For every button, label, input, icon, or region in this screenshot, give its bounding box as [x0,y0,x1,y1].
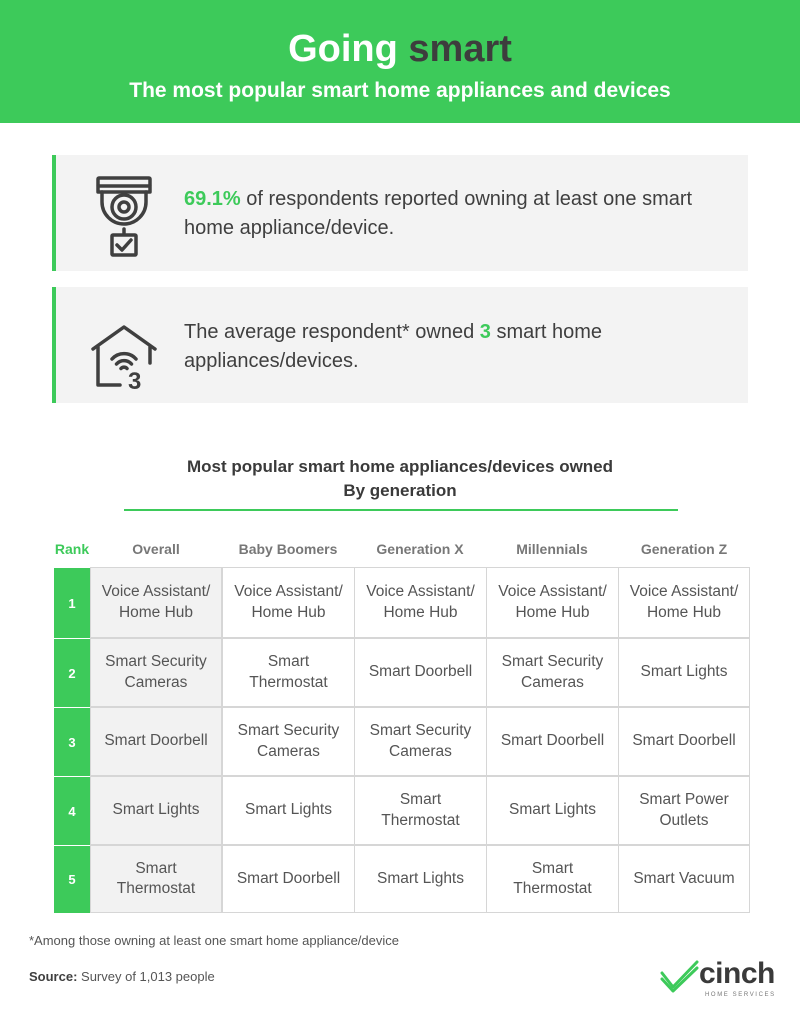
stat-card-average [52,287,748,403]
stat-card-ownership [52,155,748,271]
column-header-overall: Overall [132,541,180,557]
title-divider [124,509,678,511]
title-part-1: Going [288,28,409,70]
table-cell: Smart Power Outlets [618,776,750,845]
table-cell: Smart Vacuum [618,845,750,913]
cinch-logo [659,955,777,1003]
checkmark-logo-icon [659,959,701,993]
house-icon-number: 3 [128,368,142,391]
table-cell: Voice Assistant/ Home Hub [354,567,487,638]
logo-wordmark: cinch [699,957,775,990]
source-label: Source: [29,969,78,984]
table-cell: Smart Security Cameras [354,707,487,776]
table-cell: Smart Security Cameras [222,707,355,776]
stat-average-after: smart home appliances/devices. [184,321,603,372]
table-cell: Smart Security Cameras [90,638,222,707]
stat-average-before: The average respondent* owned [184,321,480,343]
stat-ownership-text [184,185,744,243]
header-banner [0,0,800,123]
table-cell: Smart Lights [90,776,222,845]
table-cell: Smart Thermostat [486,845,619,913]
table-title-line-2: By generation [343,481,457,500]
table-cell: Smart Thermostat [222,638,355,707]
rank-cell: 5 [54,846,90,914]
table-row [54,708,750,777]
stat-average-text [184,318,744,376]
table-cell: Voice Assistant/ Home Hub [618,567,750,638]
column-header-rank: Rank [54,541,90,557]
smart-home-wifi-icon [90,307,158,391]
page-subtitle: The most popular smart home appliances and devices [129,79,671,102]
footnote: *Among those owning at least one smart home appliance/device [29,933,399,948]
table-cell: Smart Thermostat [90,845,222,913]
table-cell: Smart Doorbell [90,707,222,776]
table-title-line-1: Most popular smart home appliances/devices owned [186,457,614,476]
table-cell: Smart Doorbell [354,638,487,707]
stat-average-highlight: 3 [479,321,491,343]
table-cell: Smart Doorbell [618,707,750,776]
table-title [0,455,800,503]
source-note [29,969,215,984]
source-text: Survey of 1,013 people [77,969,215,984]
table-row [54,777,750,846]
rank-cell: 3 [54,708,90,777]
rank-cell: 2 [54,639,90,708]
table-cell: Smart Thermostat [354,776,487,845]
rank-cell: 4 [54,777,90,846]
stat-ownership-highlight: 69.1% [184,188,241,210]
table-cell: Voice Assistant/ Home Hub [222,567,355,638]
table-cell: Smart Doorbell [486,707,619,776]
table-cell: Smart Doorbell [222,845,355,913]
page-title [0,28,800,71]
table-cell: Smart Lights [486,776,619,845]
table-cell: Smart Lights [354,845,487,913]
stat-ownership-body: of respondents reported owning at least one smart home appliance/device. [184,188,693,239]
column-header-generation-z: Generation Z [640,541,728,557]
table-row [54,568,750,639]
security-camera-checkbox-icon [90,175,158,259]
column-header-baby-boomers: Baby Boomers [238,541,338,557]
column-header-millennials: Millennials [516,541,588,557]
title-part-2: smart [408,28,512,70]
table-cell: Smart Lights [618,638,750,707]
column-header-generation-x: Generation X [376,541,464,557]
logo-tagline: HOME SERVICES [705,992,776,998]
table-cell: Voice Assistant/ Home Hub [90,567,222,638]
table-row [54,846,750,914]
table-cell: Smart Lights [222,776,355,845]
table-cell: Voice Assistant/ Home Hub [486,567,619,638]
table-cell: Smart Security Cameras [486,638,619,707]
rank-cell: 1 [54,568,90,639]
table-row [54,639,750,708]
ranking-table [54,568,750,914]
